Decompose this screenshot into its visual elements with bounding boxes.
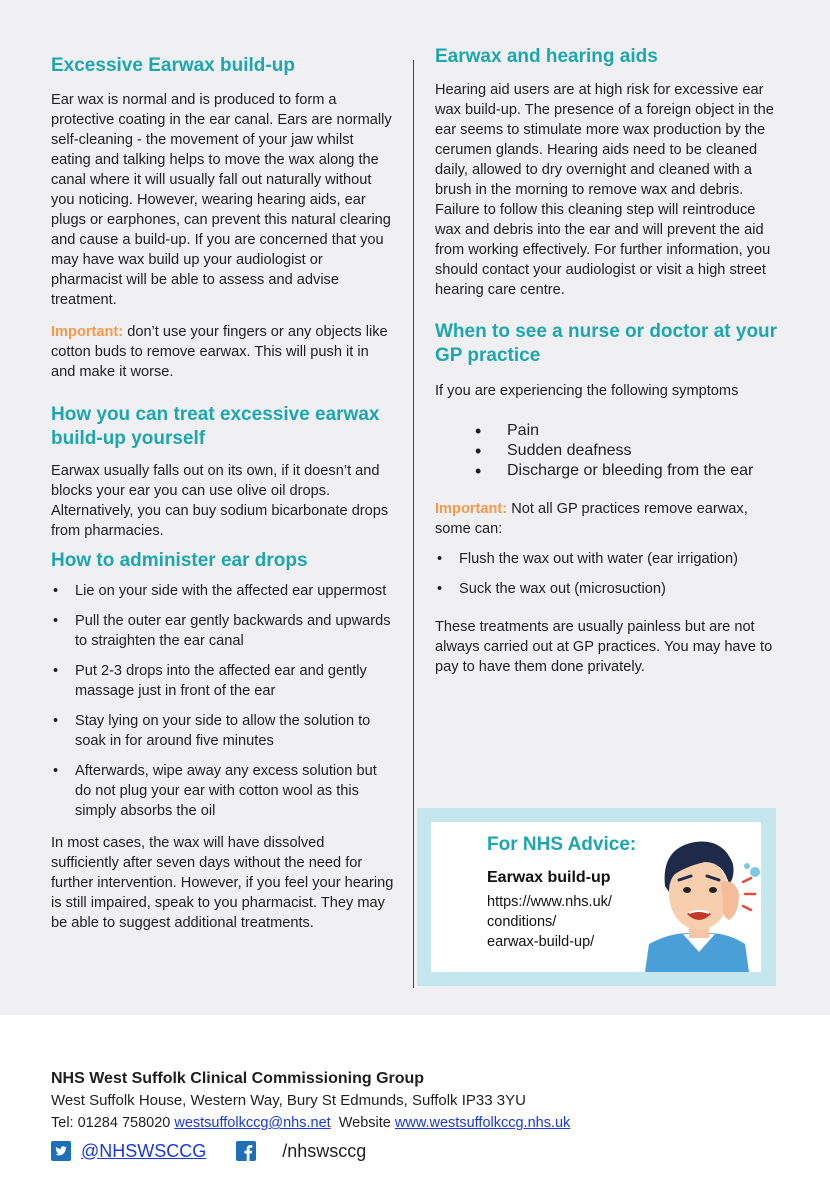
contact-line [51,1112,811,1134]
email-link[interactable]: westsuffolkccg@nhs.net [174,1115,331,1131]
list-item: • Afterwards, wipe away any excess solution but do not plug your ear with cotton wool as this simply absorbs the oil [51,761,396,821]
important-label: Important: [51,324,124,340]
heading-treat-yourself: How you can treat excessive earwax build-up yourself [51,404,380,449]
advice-url-line: earwax-build-up/ [487,934,595,950]
advice-url-line: https://www.nhs.uk/ [487,894,612,910]
list-item: • Sudden deafness [435,441,780,461]
advice-subtitle: Earwax build-up [487,869,611,886]
heading-administer-drops: How to administer ear drops [51,550,308,571]
paragraph-earwax-intro: Ear wax is normal and is produced to form a protective coating in the ear canal. Ears are normally self-cleaning - the movement of your jaw whilst eating and talking helps to move the wax along the canal where it will usually fall out naturally without you noticing. However, wearing hearing aids, ear plugs or earphones, can prevent this natural clearing and cause a build-up. If you are concerned that you may have wax build up your audiologist or pharmacist will be able to assess and advise treatment. [51,92,392,308]
paragraph-treatments: These treatments are usually painless but are not always carried out at GP practices. You may have to pay to have them done privately. [435,619,773,675]
nhs-advice-panel [431,822,761,972]
right-column [435,45,780,677]
column-divider [413,60,414,988]
advice-url[interactable] [487,892,612,952]
left-column [51,54,396,933]
footer [51,1068,811,1134]
list-item: • Lie on your side with the affected ear uppermost [51,581,396,601]
important-text: don’t use your fingers or any objects like cotton buds to remove earwax. This will push it in and make it worse. [51,324,388,380]
heading-excessive-earwax: Excessive Earwax build-up [51,55,295,76]
important-label: Important: [435,501,508,517]
website-link[interactable]: www.westsuffolkccg.nhs.uk [394,1115,571,1131]
twitter-icon[interactable] [51,1141,71,1161]
earache-person-illustration [635,822,761,972]
symptom-list [435,421,780,481]
telephone: Tel: 01284 758020 [51,1115,175,1131]
list-item: • Put 2-3 drops into the affected ear and gently massage just in front of the ear [51,661,396,701]
social-links [51,1138,366,1164]
list-item: • Flush the wax out with water (ear irrigation) [435,549,780,569]
paragraph-conclusion: In most cases, the wax will have dissolved sufficiently after seven days without the need for further intervention. However, if you feel your hearing is still impaired, speak to you pharmacist. They may be able to suggest additional treatments. [51,835,394,931]
list-item: • Discharge or bleeding from the ear [435,461,780,481]
website-label: Website [330,1115,395,1131]
facebook-icon[interactable] [236,1141,256,1161]
organisation-name: NHS West Suffolk Clinical Commissioning Group [51,1070,425,1087]
organisation-address: West Suffolk House, Western Way, Bury St Edmunds, Suffolk IP33 3YU [51,1092,526,1109]
gp-options-list [435,549,780,599]
advice-title: For NHS Advice: [487,834,637,855]
important-note [51,322,396,382]
list-item: • Pain [435,421,780,441]
paragraph-hearing-aids: Hearing aid users are at high risk for excessive ear wax build-up. The presence of a foreign object in the ear seems to stimulate more wax production by the cerumen glands. Hearing aids need to be cleaned daily, allowed to dry overnight and cleaned with a brush in the morning to remove wax and debris. Failure to follow this cleaning step will reintroduce wax and debris into the ear and will prevent the aid from working effectively. For further information, you should contact your audiologist or visit a high street hearing care centre. [435,82,774,298]
advice-url-line: conditions/ [487,914,557,930]
paragraph-symptoms-intro: If you are experiencing the following symptoms [435,383,739,399]
heading-hearing-aids: Earwax and hearing aids [435,46,658,67]
paragraph-treat: Earwax usually falls out on its own, if it doesn’t and blocks your ear you can use olive oil drops. Alternatively, you can buy sodium bicarbonate drops from pharmacies. [51,463,389,539]
nhs-advice-box [417,808,776,986]
twitter-handle[interactable]: @NHSWSCCG [81,1140,207,1161]
ear-drop-steps [51,581,396,821]
list-item: • Pull the outer ear gently backwards and upwards to straighten the ear canal [51,611,396,651]
facebook-handle[interactable]: /nhswsccg [282,1140,367,1161]
heading-see-nurse: When to see a nurse or doctor at your GP practice [435,321,778,366]
important-note [435,499,780,539]
list-item: • Suck the wax out (microsuction) [435,579,780,599]
important-text: Not all GP practices remove earwax, some can: [435,501,748,537]
list-item: • Stay lying on your side to allow the solution to soak in for around five minutes [51,711,396,751]
